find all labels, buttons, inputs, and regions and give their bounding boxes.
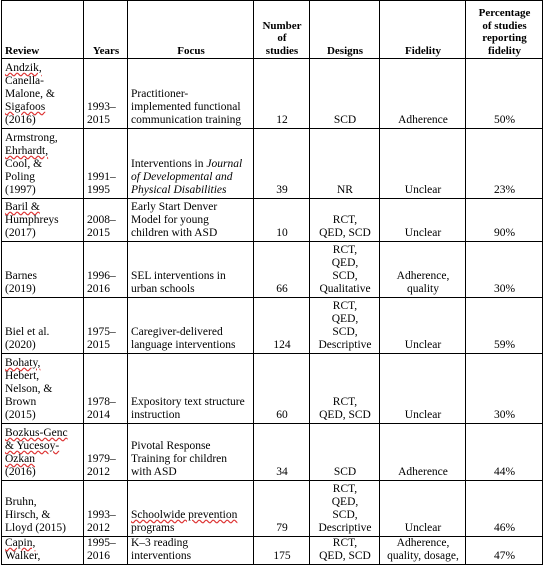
cell-years: 2008– 2015 [84, 199, 128, 242]
cell-review: Bohaty, Hebert, Nelson, & Brown (2015) [2, 354, 84, 424]
cell-percent: 46% [466, 481, 543, 537]
cell-fidelity: Unclear [380, 129, 466, 199]
header-fidelity: Fidelity [380, 1, 466, 59]
cell-designs: RCT, QED, SCD, Descriptive [310, 481, 380, 537]
cell-designs: SCD [310, 424, 380, 481]
header-focus: Focus [128, 1, 254, 59]
cell-number: 124 [254, 298, 310, 354]
cell-years: 1996– 2016 [84, 242, 128, 298]
cell-percent: 30% [466, 354, 543, 424]
cell-years: 1993– 2015 [84, 59, 128, 129]
table-row [2, 242, 543, 298]
cell-number: 66 [254, 242, 310, 298]
cell-percent: 90% [466, 199, 543, 242]
cell-review: Bruhn, Hirsch, & Lloyd (2015) [2, 481, 84, 537]
cell-designs: RCT, QED, SCD [310, 537, 380, 565]
table-row [2, 481, 543, 537]
cell-years: 1993– 2012 [84, 481, 128, 537]
header-years: Years [84, 1, 128, 59]
cell-focus: Caregiver-delivered language interventions [128, 298, 254, 354]
cell-fidelity: Adherence, quality [380, 242, 466, 298]
cell-focus: Pivotal Response Training for children with ASD [128, 424, 254, 481]
table-row [2, 298, 543, 354]
table-row [2, 199, 543, 242]
cell-number: 39 [254, 129, 310, 199]
cell-number: 60 [254, 354, 310, 424]
cell-review: Capin, Walker, [2, 537, 84, 565]
header-review: Review [2, 1, 84, 59]
review-table [1, 0, 543, 565]
cell-focus: Interventions in Journal of Developmental and Physical Disabilities [128, 129, 254, 199]
cell-fidelity: Adherence [380, 424, 466, 481]
header-designs: Designs [310, 1, 380, 59]
cell-years: 1991– 1995 [84, 129, 128, 199]
table-row [2, 537, 543, 565]
cell-fidelity: Adherence [380, 59, 466, 129]
table-row [2, 354, 543, 424]
cell-focus: SEL interventions in urban schools [128, 242, 254, 298]
cell-years: 1995– 2016 [84, 537, 128, 565]
cell-focus: K–3 reading interventions [128, 537, 254, 565]
cell-fidelity: Unclear [380, 354, 466, 424]
cell-percent: 23% [466, 129, 543, 199]
cell-percent: 44% [466, 424, 543, 481]
cell-fidelity: Unclear [380, 481, 466, 537]
cell-designs: NR [310, 129, 380, 199]
cell-years: 1979– 2012 [84, 424, 128, 481]
cell-designs: RCT, QED, SCD [310, 199, 380, 242]
cell-designs: RCT, QED, SCD [310, 354, 380, 424]
cell-designs: SCD [310, 59, 380, 129]
cell-number: 12 [254, 59, 310, 129]
table-row [2, 424, 543, 481]
cell-review: Baril & Humphreys (2017) [2, 199, 84, 242]
cell-focus: Expository text structure instruction [128, 354, 254, 424]
cell-review: Barnes (2019) [2, 242, 84, 298]
table-row [2, 59, 543, 129]
header-row [2, 1, 543, 59]
cell-number: 79 [254, 481, 310, 537]
cell-number: 34 [254, 424, 310, 481]
cell-focus: Schoolwide prevention programs [128, 481, 254, 537]
cell-designs: RCT, QED, SCD, Descriptive [310, 298, 380, 354]
header-number-of-studies: Number of studies [254, 1, 310, 59]
cell-percent: 59% [466, 298, 543, 354]
header-percentage: Percentage of studies reporting fidelity [466, 1, 543, 59]
cell-years: 1978– 2014 [84, 354, 128, 424]
cell-review: Armstrong, Ehrhardt, Cool, & Poling (1997) [2, 129, 84, 199]
cell-number: 175 [254, 537, 310, 565]
cell-designs: RCT, QED, SCD, Qualitative [310, 242, 380, 298]
cell-percent: 47% [466, 537, 543, 565]
cell-focus: Practitioner- implemented functional communication training [128, 59, 254, 129]
cell-review: Biel et al. (2020) [2, 298, 84, 354]
cell-review: Andzik, Canella- Malone, & Sigafoos (2016) [2, 59, 84, 129]
cell-years: 1975– 2015 [84, 298, 128, 354]
cell-percent: 50% [466, 59, 543, 129]
cell-number: 10 [254, 199, 310, 242]
cell-fidelity: Unclear [380, 298, 466, 354]
table-row [2, 129, 543, 199]
cell-review: Bozkus-Genc & Yucesoy- Ozkan (2016) [2, 424, 84, 481]
cell-percent: 30% [466, 242, 543, 298]
cell-fidelity: Unclear [380, 199, 466, 242]
cell-fidelity: Adherence, quality, dosage, [380, 537, 466, 565]
cell-focus: Early Start Denver Model for young children with ASD [128, 199, 254, 242]
